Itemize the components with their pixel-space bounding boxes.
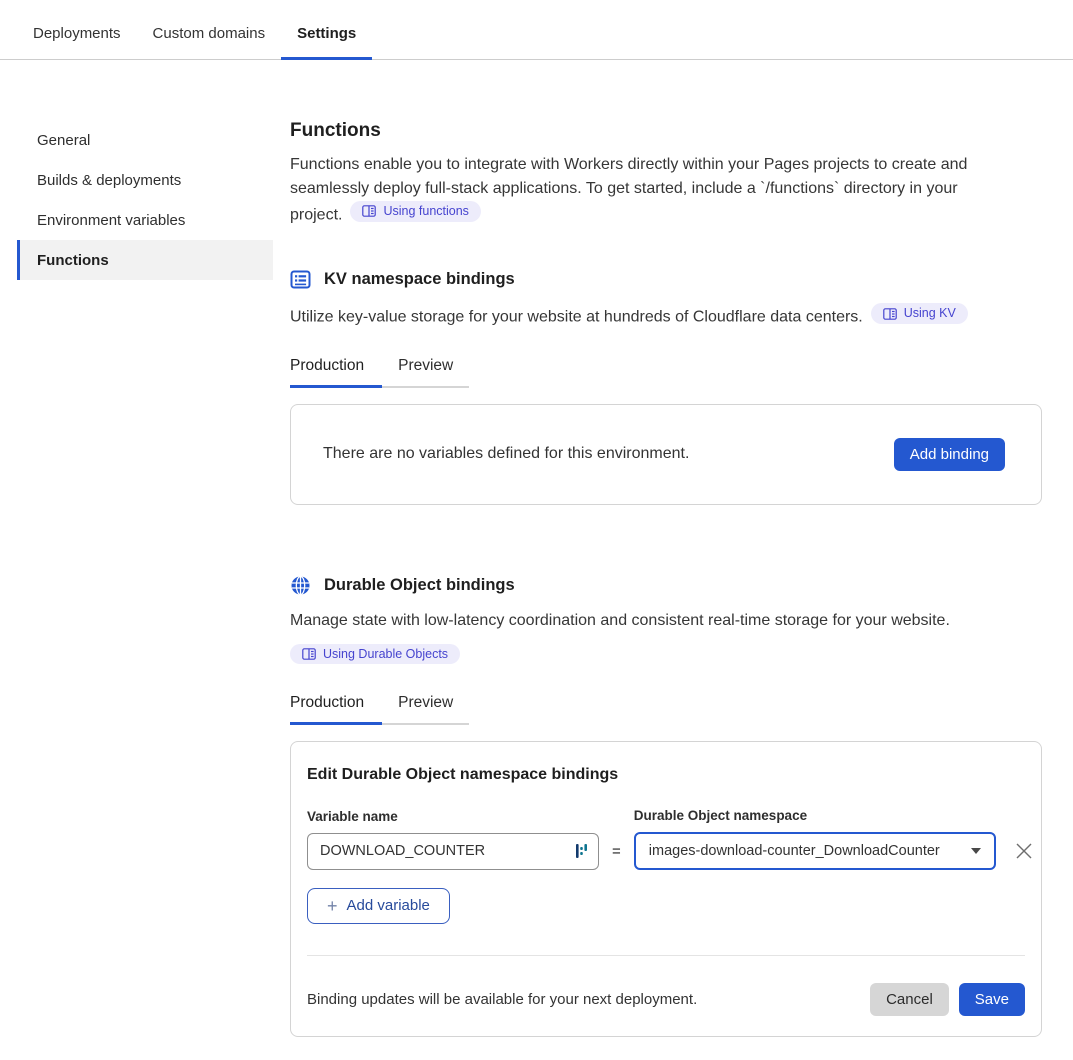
plus-icon: + — [327, 895, 338, 916]
book-icon — [302, 648, 316, 660]
sidebar-item-builds-deployments[interactable]: Builds & deployments — [37, 171, 182, 189]
settings-sidebar — [17, 120, 273, 1037]
kv-tab-preview[interactable]: Preview — [398, 356, 454, 374]
variable-name-label: Variable name — [307, 808, 398, 824]
tab-custom-domains[interactable]: Custom domains — [152, 25, 266, 42]
tab-settings[interactable]: Settings — [281, 25, 372, 59]
durable-tab-production[interactable]: Production — [290, 694, 382, 723]
durable-edit-card — [290, 741, 1042, 1037]
remove-binding-button[interactable] — [1015, 832, 1033, 870]
list-icon — [290, 269, 311, 290]
settings-layout — [0, 60, 1073, 1037]
variable-name-field — [307, 809, 599, 870]
book-icon — [362, 205, 376, 217]
variable-name-input[interactable] — [318, 842, 575, 860]
binding-row — [307, 808, 1025, 870]
using-functions-badge-label: Using functions — [383, 204, 469, 218]
variable-bars-icon — [575, 843, 588, 859]
kv-description-text: Utilize key-value storage for your website at hundreds of Cloudflare data centers. — [290, 308, 863, 326]
kv-description — [290, 303, 995, 329]
kv-tab-production[interactable]: Production — [290, 357, 382, 386]
add-variable-label: Add variable — [346, 897, 430, 915]
top-tab-bar — [0, 0, 1073, 60]
kv-env-tabs — [290, 357, 469, 388]
variable-name-input-wrap — [307, 833, 599, 870]
using-kv-badge-label: Using KV — [903, 306, 956, 321]
using-kv-badge[interactable] — [871, 303, 968, 324]
globe-icon — [290, 575, 311, 596]
functions-settings-panel — [290, 120, 1042, 1037]
equals-sign: = — [612, 842, 621, 860]
durable-section-title: Durable Object bindings — [324, 575, 515, 594]
using-functions-badge[interactable] — [350, 201, 480, 222]
kv-empty-card — [290, 404, 1042, 505]
save-button[interactable]: Save — [959, 983, 1025, 1016]
durable-env-tabs — [290, 694, 469, 725]
namespace-field — [634, 808, 996, 870]
add-variable-button[interactable] — [307, 888, 450, 924]
chevron-down-icon — [971, 848, 981, 854]
tab-deployments[interactable]: Deployments — [33, 25, 121, 42]
sidebar-item-general[interactable]: General — [37, 131, 91, 149]
durable-description: Manage state with low-latency coordination and consistent real-time storage for your website. — [290, 611, 950, 629]
using-durable-objects-badge-label: Using Durable Objects — [323, 646, 449, 661]
kv-section-title: KV namespace bindings — [324, 270, 515, 289]
functions-description — [290, 153, 995, 227]
kv-section-heading — [290, 269, 1042, 290]
sidebar-item-environment-variables[interactable]: Environment variables — [37, 211, 186, 229]
functions-description-text: Functions enable you to integrate with Workers directly within your Pages projects to create and seamlessly deploy full-stack applications. To get started, include a `/functions` directory in your project. — [290, 156, 968, 224]
add-binding-button[interactable]: Add binding — [894, 438, 1005, 471]
page-title: Functions — [290, 120, 381, 141]
durable-tab-preview[interactable]: Preview — [398, 693, 454, 711]
edit-card-title: Edit Durable Object namespace bindings — [307, 765, 619, 783]
card-divider — [307, 955, 1025, 956]
durable-section-heading — [290, 575, 1042, 596]
namespace-label: Durable Object namespace — [633, 807, 808, 823]
footer-note: Binding updates will be available for your next deployment. — [307, 990, 698, 1008]
namespace-select[interactable] — [634, 832, 996, 870]
book-icon — [883, 308, 897, 320]
cancel-button[interactable]: Cancel — [870, 983, 949, 1016]
edit-card-footer — [307, 983, 1025, 1016]
sidebar-item-functions[interactable]: Functions — [17, 240, 273, 280]
using-durable-objects-badge[interactable] — [290, 644, 460, 665]
namespace-select-value: images-download-counter_DownloadCounter — [648, 842, 940, 859]
kv-empty-text: There are no variables defined for this environment. — [323, 445, 690, 462]
